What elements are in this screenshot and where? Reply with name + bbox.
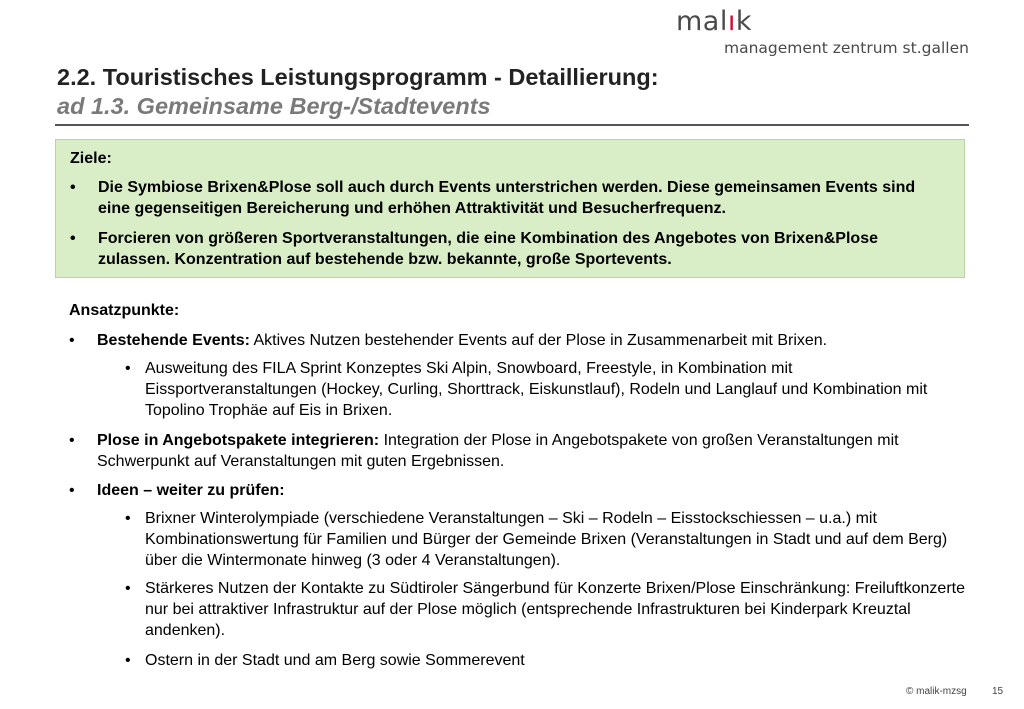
approach-subitem <box>125 578 965 641</box>
approach-item <box>69 430 964 472</box>
bullet-icon: • <box>125 652 131 669</box>
bullet-icon: • <box>125 510 131 527</box>
logo-subtitle: management zentrum st.gallen <box>724 39 969 57</box>
logo-word-part1: mal <box>676 6 728 37</box>
page-subtitle: ad 1.3. Gemeinsame Berg-/Stadtevents <box>57 93 491 119</box>
footer-copyright: © malik-mzsg <box>906 686 967 697</box>
approach-item-text <box>97 430 964 472</box>
logo-wordmark <box>676 6 752 38</box>
logo-word-part2: k <box>735 6 753 37</box>
approach-item-bold: Plose in Angebotspakete integrieren: <box>97 432 380 449</box>
approach-item-bold: Ideen – weiter zu prüfen: <box>97 482 285 499</box>
goal-item <box>70 177 950 219</box>
approach-subitem-text: Ausweitung des FILA Sprint Konzeptes Ski Alpin, Snowboard, Freestyle, in Kombination mit Eissportveranstaltungen (Hockey, Curling, Shorttrack, Eiskunstlauf), Rodeln und Langlauf und Kombination mit Topolino Trophäe auf Eis in Brixen. <box>145 360 928 419</box>
logo-red-i: ı <box>727 6 736 37</box>
bullet-icon: • <box>125 360 131 377</box>
approach-subitem <box>125 358 965 421</box>
approach-item-text <box>97 330 964 351</box>
approach-item-bold: Bestehende Events: <box>97 332 250 349</box>
goal-item-text: Die Symbiose Brixen&Plose soll auch durch Events unterstrichen werden. Diese gemeinsamen Events sind eine gegenseitigen Bereicherung und erhöhen Attraktivität und Besucherfrequenz. <box>98 179 916 217</box>
approach-subitem-text: Stärkeres Nutzen der Kontakte zu Südtiroler Sängerbund für Konzerte Brixen/Plose Einschränkung: Freiluftkonzerte nur bei attraktiver Infrastruktur auf der Plose möglich (entsprechende Infrastrukturen bei Kinderpark Kreuztal andenken). <box>145 580 965 639</box>
approach-subitem <box>125 508 965 571</box>
goals-heading: Ziele: <box>70 150 112 167</box>
goals-box <box>55 139 965 278</box>
approach-item-body: Aktives Nutzen bestehender Events auf der Plose in Zusammenarbeit mit Brixen. <box>249 332 828 349</box>
approach-heading: Ansatzpunkte: <box>69 302 180 319</box>
title-divider <box>55 124 969 126</box>
approach-subitem-text: Brixner Winterolympiade (verschiedene Veranstaltungen – Ski – Rodeln – Eisstockschiessen – u.a.) mit Kombinationswertung für Familien und Bürger der Gemeinde Brixen (Veranstaltungen in Stadt und auf dem Berg) über die Wintermonate hinweg (3 oder 4 Veranstaltungen). <box>145 510 948 569</box>
bullet-icon: • <box>69 432 75 449</box>
goal-item <box>70 228 950 270</box>
approach-item <box>69 480 964 501</box>
page-title: 2.2. Touristisches Leistungsprogramm - Detaillierung: <box>57 64 659 90</box>
approach-subitem <box>125 650 965 671</box>
bullet-icon: • <box>70 179 76 196</box>
malik-logo <box>676 6 976 62</box>
goal-item-text: Forcieren von größeren Sportveranstaltungen, die eine Kombination des Angebotes von Brixen&Plose zulassen. Konzentration auf bestehende bzw. bekannte, große Sportevents. <box>98 230 878 268</box>
bullet-icon: • <box>69 332 75 349</box>
bullet-icon: • <box>70 230 76 247</box>
approach-item-text <box>97 480 964 501</box>
bullet-icon: • <box>125 580 131 597</box>
approach-subitem-text: Ostern in der Stadt und am Berg sowie Sommerevent <box>145 652 525 669</box>
bullet-icon: • <box>69 482 75 499</box>
page-number: 15 <box>992 686 1004 697</box>
approach-item <box>69 330 964 351</box>
approach-item-body: Integration der Plose in Angebotspakete von großen Veranstaltungen mit Schwerpunkt auf Veranstaltungen mit guten Ergebnissen. <box>97 432 899 470</box>
